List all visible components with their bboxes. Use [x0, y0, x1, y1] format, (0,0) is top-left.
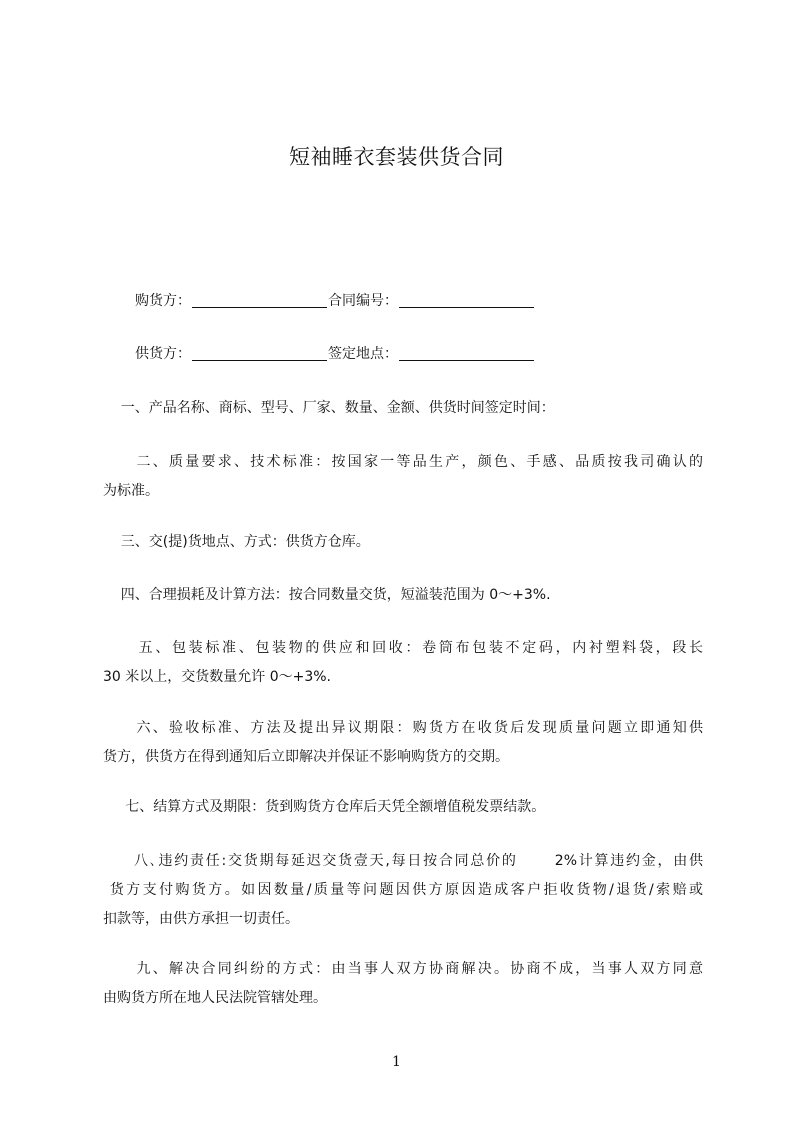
clause-6: [103, 714, 703, 772]
clause-5-line-1: 五、包装标准、包装物的供应和回收：卷筒布包装不定码，内衬塑料袋，段长: [103, 640, 703, 656]
clause-6-line-2: 货方，供货方在得到通知后立即解决并保证不影响购货方的交期。: [103, 749, 509, 765]
clause-2-line-1: 二、质量要求、技术标准：按国家一等品生产，颜色、手感、品质按我司确认的: [103, 454, 703, 470]
clause-1: [103, 394, 703, 423]
clause-3-line-1: 三、交(提)货地点、方式：供货方仓库。: [103, 534, 370, 550]
contract-no-blank[interactable]: [399, 291, 534, 308]
supplier-sign-place-line: [103, 340, 703, 368]
clause-9-line-2: 由购货方所在地人民法院管辖处理。: [103, 990, 327, 1006]
supplier-label: 供货方：: [135, 346, 191, 362]
sign-place-label: 签定地点：: [328, 346, 398, 362]
page-number: 1: [392, 1054, 401, 1070]
buyer-contract-no-line: [103, 287, 703, 315]
contract-no-label: 合同编号：: [328, 293, 398, 309]
clause-1-line-1: 一、产品名称、商标、型号、厂家、数量、金额、供货时间签定时间：: [103, 400, 555, 416]
buyer-blank[interactable]: [192, 291, 327, 308]
clause-2-line-2: 为标准。: [103, 483, 159, 499]
clause-7-line-1: 七、结算方式及期限：货到购货方仓库后天凭全额增值税发票结款。: [103, 799, 546, 815]
buyer-label: 购货方：: [135, 293, 191, 309]
clause-8-line-2: 货方支付购货方。如因数量/质量等问题因供方原因造成客户拒收货物/退货/索赔或: [103, 882, 703, 898]
clause-2: [103, 448, 703, 506]
clause-3: [103, 528, 703, 557]
sign-place-blank[interactable]: [399, 344, 534, 361]
clause-8-line-1: 八､违约责任:交货期每延迟交货壹天,每日按合同总价的 2%计算违约金，由供: [103, 853, 703, 869]
contract-title: 短袖睡衣套装供货合同: [289, 145, 504, 169]
clause-5-line-2: 30 米以上，交货数量允许 0～+3%.: [103, 669, 332, 685]
clause-7: [103, 793, 703, 822]
clause-6-line-1: 六、验收标准、方法及提出异议期限：购货方在收货后发现质量问题立即通知供: [103, 720, 703, 736]
clause-5: [103, 634, 703, 692]
clause-4-line-1: 四、合理损耗及计算方法：按合同数量交货，短溢装范围为 0～+3%.: [103, 587, 551, 603]
clause-8-line-3: 扣款等，由供方承担一切责任。: [103, 911, 299, 927]
clause-8: [103, 847, 703, 934]
clause-4: [103, 581, 703, 610]
clause-9: [103, 955, 703, 1013]
supplier-blank[interactable]: [192, 344, 327, 361]
clause-9-line-1: 九、解决合同纠纷的方式：由当事人双方协商解决。协商不成，当事人双方同意: [103, 961, 703, 977]
